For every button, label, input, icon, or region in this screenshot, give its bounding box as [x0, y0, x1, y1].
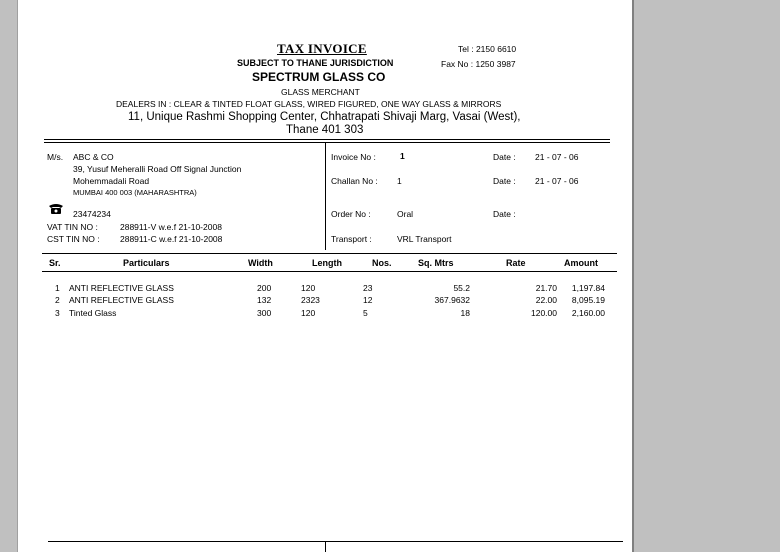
- cell-length: 120: [301, 308, 316, 318]
- cell-rate: 21.70: [535, 283, 557, 293]
- fax-number: Fax No : 1250 3987: [441, 59, 516, 69]
- company-tagline: GLASS MERCHANT: [281, 87, 360, 97]
- invoice-no-label: Invoice No :: [331, 152, 376, 162]
- customer-phone: 23474234: [73, 209, 111, 219]
- invoice-title: TAX INVOICE: [277, 41, 367, 56]
- transport-value: VRL Transport: [397, 234, 452, 244]
- col-header-width: Width: [248, 258, 273, 268]
- table-row: [18, 308, 632, 320]
- customer-address-line1: 39, Yusuf Meheralli Road Off Signal Junction: [73, 164, 242, 174]
- cell-nos: 5: [363, 308, 368, 318]
- cst-label: CST TIN NO :: [47, 234, 100, 244]
- col-header-amount: Amount: [564, 258, 598, 268]
- telephone: Tel : 2150 6610: [458, 44, 517, 54]
- invoice-date: 21 - 07 - 06: [535, 152, 579, 162]
- company-name: SPECTRUM GLASS CO: [252, 70, 386, 84]
- cell-sr: 1: [55, 283, 60, 293]
- company-address-line1: 11, Unique Rashmi Shopping Center, Chhatrapati Shivaji Marg, Vasai (West),: [128, 111, 521, 123]
- cell-nos: 12: [363, 295, 373, 305]
- customer-name: ABC & CO: [73, 152, 114, 162]
- date-label-3: Date :: [493, 209, 516, 219]
- transport-label: Transport :: [331, 234, 372, 244]
- cell-particulars: ANTI REFLECTIVE GLASS: [69, 283, 174, 293]
- cell-length: 120: [301, 283, 316, 293]
- col-header-particulars: Particulars: [123, 258, 170, 268]
- dealers-line: DEALERS IN : CLEAR & TINTED FLOAT GLASS, WIRED FIGURED, ONE WAY GLASS & MIRRORS: [116, 99, 502, 109]
- date-label-1: Date :: [493, 152, 516, 162]
- jurisdiction-line: SUBJECT TO THANE JURISDICTION: [237, 58, 394, 68]
- col-header-sqmtrs: Sq. Mtrs: [418, 258, 454, 268]
- challan-date: 21 - 07 - 06: [535, 176, 579, 186]
- cell-sr: 2: [55, 295, 60, 305]
- customer-address-line2: Mohemmadali Road: [73, 176, 150, 186]
- cell-length: 2323: [301, 295, 320, 305]
- invoice-no-value: 1: [400, 151, 405, 161]
- date-label-2: Date :: [493, 176, 516, 186]
- invoice-page: [17, 0, 634, 552]
- challan-no-label: Challan No :: [331, 176, 378, 186]
- customer-address-line3: MUMBAI 400 003 (MAHARASHTRA): [73, 188, 197, 197]
- cst-value: 288911-C w.e.f 21-10-2008: [120, 234, 223, 244]
- cell-sr: 3: [55, 308, 60, 318]
- col-header-nos: Nos.: [372, 258, 392, 268]
- cell-amount: 1,197.84: [571, 283, 605, 293]
- col-header-sr: Sr.: [49, 258, 61, 268]
- cell-nos: 23: [363, 283, 373, 293]
- cell-particulars: ANTI REFLECTIVE GLASS: [69, 295, 174, 305]
- cell-width: 200: [257, 283, 272, 293]
- order-no-value: Oral: [397, 209, 414, 219]
- cell-width: 300: [257, 308, 272, 318]
- order-no-label: Order No :: [331, 209, 371, 219]
- challan-no-value: 1: [397, 176, 402, 186]
- cell-sqm: 18: [460, 308, 470, 318]
- col-header-rate: Rate: [506, 258, 526, 268]
- ms-label: M/s.: [47, 152, 64, 162]
- telephone-icon: [48, 203, 64, 215]
- table-row: [18, 295, 632, 307]
- vat-value: 288911-V w.e.f 21-10-2008: [120, 222, 222, 232]
- company-address-line2: Thane 401 303: [286, 124, 364, 136]
- cell-width: 132: [257, 295, 272, 305]
- cell-amount: 2,160.00: [571, 308, 605, 318]
- cell-rate: 120.00: [531, 308, 557, 318]
- cell-particulars: Tinted Glass: [69, 308, 117, 318]
- cell-rate: 22.00: [535, 295, 557, 305]
- vat-label: VAT TIN NO :: [47, 222, 98, 232]
- col-header-length: Length: [312, 258, 342, 268]
- cell-sqm: 55.2: [453, 283, 470, 293]
- cell-amount: 8,095.19: [571, 295, 605, 305]
- cell-sqm: 367.9632: [434, 295, 470, 305]
- table-row: [18, 283, 632, 295]
